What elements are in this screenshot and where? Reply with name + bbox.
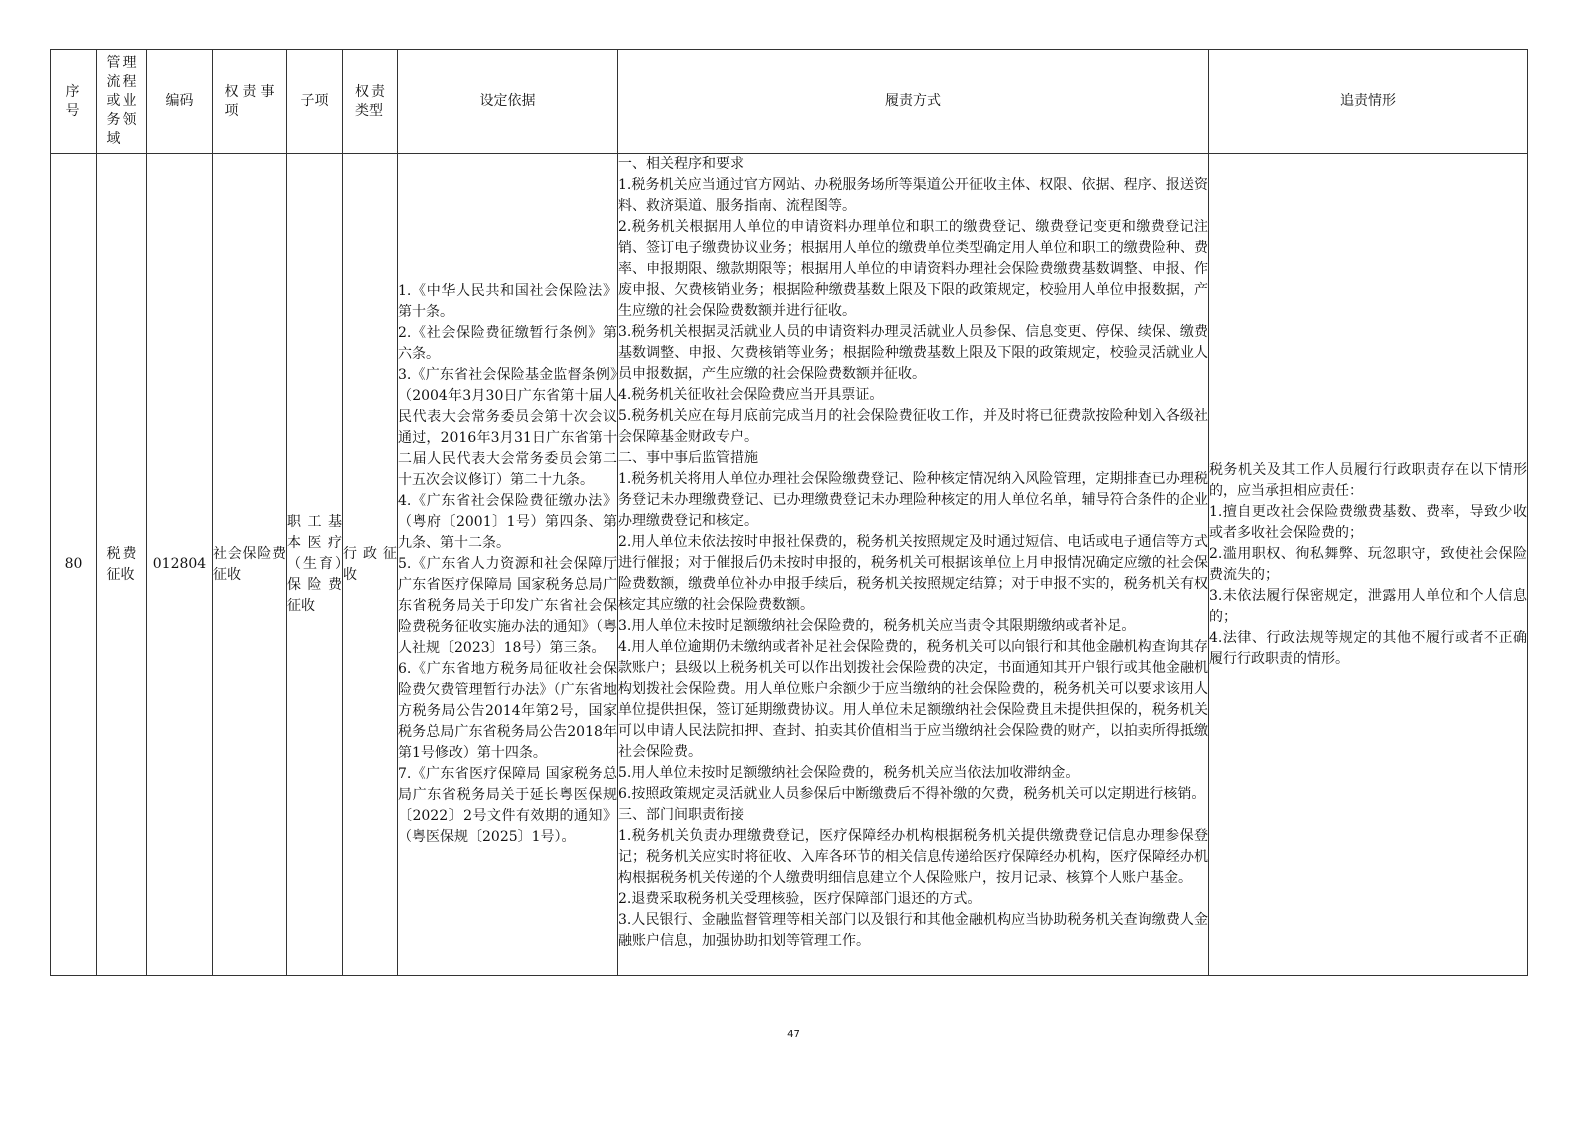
table-row	[51, 154, 1528, 976]
cell-code: 012804	[147, 154, 213, 976]
method-line: 3.用人单位未按时足额缴纳社会保险费的，税务机关应当责令其限期缴纳或者补足。	[618, 618, 1136, 634]
header-row	[51, 50, 1528, 154]
header-method: 履责方式	[618, 50, 1209, 154]
method-line: 4.用人单位逾期仍未缴纳或者补足社会保险费的，税务机关可以向银行和其他金融机构查询其存款账户；县级以上税务机关可以作出划拨社会保险费的决定，书面通知其开户银行或其他金融机构划拨社会保险费。用人单位账户余额少于应当缴纳的社会保险费的，税务机关可以要求该用人单位提供担保，签订延期缴费协议。用人单位未足额缴纳社会保险费且未提供担保的，税务机关可以申请人民法院扣押、查封、拍卖其价值相当于应当缴纳社会保险费的财产，以拍卖所得抵缴社会保险费。	[618, 639, 1208, 760]
header-code: 编码	[147, 50, 213, 154]
method-line: 5.税务机关应在每月底前完成当月的社会保险费征收工作，并及时将已征费款按险种划入各级社会保障基金财政专户。	[618, 408, 1208, 445]
basis-line: 7.《广东省医疗保障局 国家税务总局广东省税务局关于延长粤医保规〔2022〕2号文件有效期的通知》（粤医保规〔2025〕1号）。	[398, 766, 617, 845]
method-line: 1.税务机关应当通过官方网站、办税服务场所等渠道公开征收主体、权限、依据、程序、报送资料、救济渠道、服务指南、流程图等。	[618, 177, 1208, 214]
method-heading: 三、部门间职责衔接	[618, 807, 744, 823]
pursue-line: 3.未依法履行保密规定，泄露用人单位和个人信息的；	[1209, 587, 1527, 625]
cell-type: 行政征收	[343, 154, 398, 976]
method-line: 3.人民银行、金融监督管理等相关部门以及银行和其他金融机构应当协助税务机关查询缴费人金融账户信息，加强协助扣划等管理工作。	[618, 912, 1208, 949]
method-line: 5.用人单位未按时足额缴纳社会保险费的，税务机关应当依法加收滞纳金。	[618, 765, 1080, 781]
pursue-line: 2.滥用职权、徇私舞弊、玩忽职守，致使社会保险费流失的；	[1209, 545, 1527, 583]
cell-seq: 80	[51, 154, 97, 976]
basis-line: 2.《社会保险费征缴暂行条例》第六条。	[398, 325, 617, 362]
cell-pursue	[1209, 154, 1528, 976]
method-line: 1.税务机关负责办理缴费登记，医疗保障经办机构根据税务机关提供缴费登记信息办理参保登记；税务机关应实时将征收、入库各环节的相关信息传递给医疗保障经办机构，医疗保障经办机构根据税务机关传递的个人缴费明细信息建立个人保险账户，按月记录、核算个人账户基金。	[618, 828, 1208, 886]
method-line: 2.税务机关根据用人单位的申请资料办理单位和职工的缴费登记、缴费登记变更和缴费登记注销、签订电子缴费协议业务；根据用人单位的缴费单位类型确定用人单位和职工的缴费险种、费率、申报期限、缴款期限等；根据用人单位的申请资料办理社会保险费缴费基数调整、申报、作废申报、欠费核销业务；根据险种缴费基数上限及下限的政策规定，校验用人单位申报数据，产生应缴的社会保险费数额并进行征收。	[618, 219, 1208, 319]
method-line: 3.税务机关根据灵活就业人员的申请资料办理灵活就业人员参保、信息变更、停保、续保、缴费基数调整、申报、欠费核销等业务；根据险种缴费基数上限及下限的政策规定，校验灵活就业人员申报数据，产生应缴的社会保险费数额并征收。	[618, 324, 1208, 382]
header-basis: 设定依据	[398, 50, 618, 154]
pursue-line: 1.擅自更改社会保险费缴费基数、费率，导致少收或者多收社会保险费的；	[1209, 503, 1527, 541]
header-type: 权责类型	[343, 50, 398, 154]
pursue-line: 4.法律、行政法规等规定的其他不履行或者不正确履行行政职责的情形。	[1209, 629, 1527, 667]
method-line: 4.税务机关征收社会保险费应当开具票证。	[618, 387, 884, 403]
method-line: 2.用人单位未依法按时申报社保费的，税务机关按照规定及时通过短信、电话或电子通信等方式进行催报；对于催报后仍未按时申报的，税务机关可根据该单位上月申报情况确定应缴的社会保险费数额，缴费单位补办申报手续后，税务机关按照规定结算；对于申报不实的，税务机关有权核定其应缴的社会保险费数额。	[618, 534, 1208, 613]
basis-line: 6.《广东省地方税务局征收社会保险费欠费管理暂行办法》（广东省地方税务局公告2014年第2号，国家税务总局广东省税务局公告2018年第1号修改）第十四条。	[398, 661, 617, 761]
header-seq: 序号	[51, 50, 97, 154]
basis-line: 5.《广东省人力资源和社会保障厅 广东省医疗保障局 国家税务总局广东省税务局关于印发广东省社会保险费税务征收实施办法的通知》（粤人社规〔2023〕18号）第三条。	[398, 556, 617, 656]
method-line: 6.按照政策规定灵活就业人员参保后中断缴费后不得补缴的欠费，税务机关可以定期进行核销。	[618, 786, 1206, 802]
cell-method	[618, 154, 1209, 976]
cell-basis	[398, 154, 618, 976]
method-heading: 二、事中事后监管措施	[618, 450, 758, 466]
cell-item: 社会保险费征收	[213, 154, 287, 976]
basis-line: 1.《中华人民共和国社会保险法》第十条。	[398, 283, 617, 320]
header-item: 权责事项	[213, 50, 287, 154]
pursue-line: 税务机关及其工作人员履行行政职责存在以下情形的，应当承担相应责任：	[1209, 461, 1527, 499]
cell-subitem: 职工基本医疗（生育）保险费征收	[287, 154, 343, 976]
header-domain: 管理流程或业务领域	[97, 50, 147, 154]
basis-line: 4.《广东省社会保险费征缴办法》（粤府〔2001〕1号）第四条、第九条、第十二条。	[398, 493, 617, 551]
method-heading: 一、相关程序和要求	[618, 156, 744, 172]
header-subitem: 子项	[287, 50, 343, 154]
header-pursue: 追责情形	[1209, 50, 1528, 154]
page-number: 47	[787, 1029, 800, 1040]
cell-domain: 税费征收	[97, 154, 147, 976]
basis-line: 3.《广东省社会保险基金监督条例》（2004年3月30日广东省第十届人民代表大会常务委员会第十次会议通过，2016年3月31日广东省第十二届人民代表大会常务委员会第二十五次会议修订）第二十九条。	[398, 367, 617, 488]
duty-table	[50, 49, 1528, 976]
method-line: 2.退费采取税务机关受理核验，医疗保障部门退还的方式。	[618, 891, 982, 907]
method-line: 1.税务机关将用人单位办理社会保险缴费登记、险种核定情况纳入风险管理，定期排查已办理税务登记未办理缴费登记、已办理缴费登记未办理险种核定的用人单位名单，辅导符合条件的企业办理缴费登记和核定。	[618, 471, 1208, 529]
